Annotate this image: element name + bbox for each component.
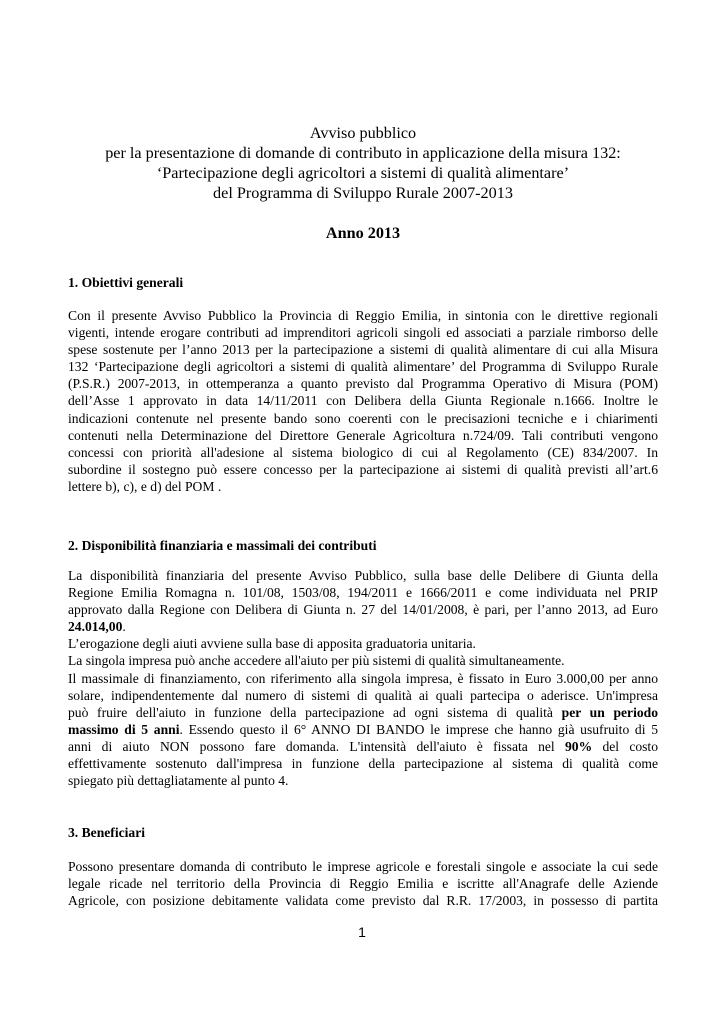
section-2-line — [68, 721, 658, 738]
intensity-bold: 90% — [564, 738, 593, 754]
section-1-line: 132 ‘Partecipazione degli agricoltori a sistemi di qualità alimentare’ del Programma di Sviluppo Rurale — [68, 359, 658, 375]
section-3-body — [68, 858, 658, 909]
section-2-line — [68, 704, 658, 721]
section-2-line — [68, 738, 658, 755]
section-3-line: legale ricade nel territorio della Provincia di Reggio Emilia e iscritte all'Anagrafe delle Aziende — [68, 876, 658, 892]
section-3-line: Possono presentare domanda di contributo le imprese agricole e forestali singole e associate la cui sede — [68, 859, 658, 874]
section-1-line: dell’Asse 1 approvato in data 14/11/2011 con Delibera della Giunta Regionale n.1666. Inoltre le — [68, 393, 658, 409]
section-1-line: contenuti nella Determinazione del Direttore Generale Agricoltura n.724/09. Tali contributi vengono — [68, 427, 658, 443]
line-text: può fruire dell'aiuto in funzione della partecipazione ad ogni sistema di qualità — [68, 704, 553, 720]
section-1-line: vigenti, intende erogare contributi ad imprenditori agricoli singoli ed associati a parziale rimborso delle — [68, 325, 658, 341]
section-2-line: L’erogazione degli aiuti avviene sulla base di apposita graduatoria unitaria. — [68, 636, 476, 652]
section-1-line: indicazioni contenute nel presente bando sono coerenti con le precisazioni tecniche e i chiarimenti — [68, 410, 658, 426]
period-bold: per un periodo — [561, 704, 659, 720]
document-title — [68, 123, 658, 203]
section-3-heading: 3. Beneficiari — [68, 825, 146, 840]
year-heading: Anno 2013 — [325, 224, 401, 242]
section-1-line: spese sostenute per l’anno 2013 per la partecipazione a sistemi di qualità alimentare di cui alla Misura — [68, 342, 658, 358]
section-2-line: solare, indipendentemente dal numero di sistemi di qualità ai quali partecipa o aderisce. Un'impresa — [68, 687, 658, 703]
section-2-line: spiegato più dettagliatamente al punto 4. — [68, 773, 289, 789]
section-1-line: concessi con priorità all'adesione al sistema biologico di cui al Regolamento (CE) 834/2007. In — [68, 444, 658, 460]
section-1-heading: 1. Obiettivi generali — [68, 275, 184, 290]
section-2-body — [68, 567, 658, 789]
amount-suffix: . — [122, 619, 126, 635]
section-2-line: Il massimale di finanziamento, con riferimento alla singola impresa, è fissato in Euro 3.000,00 per anno — [68, 670, 658, 686]
section-2-line — [68, 618, 658, 635]
section-2-line: Regione Emilia Romagna n. 101/08, 1503/08, 194/2011 e 1666/2011 e come individuata nel PRIP — [68, 585, 658, 601]
section-2-line: La disponibilità finanziaria del presente Avviso Pubblico, sulla base delle Delibere di Giunta della — [68, 568, 658, 583]
max-years-bold: massimo di 5 anni — [68, 721, 180, 737]
section-2-line: La singola impresa può anche accedere all'aiuto per più sistemi di qualità simultaneamente. — [68, 653, 565, 669]
page-number: 1 — [358, 924, 366, 940]
section-1-line: (P.S.R.) 2007-2013, in ottemperanza a quanto previsto dal Programma Operativo di Misura (POM) — [68, 376, 658, 392]
amount-bold: 24.014,00 — [68, 619, 123, 635]
section-3-line: Agricole, con posizione debitamente validata come previsto dal R.R. 17/2003, in possesso di partita — [68, 893, 658, 909]
line-text: . Essendo questo il 6° ANNO DI BANDO le imprese che hanno già usufruito di 5 — [179, 721, 658, 737]
section-2-line: effettivamente sostenuto dall'impresa in funzione della partecipazione al sistema di qualità come — [68, 756, 658, 772]
section-1-line: subordine il sostegno può essere concesso per la partecipazione ai sistemi di qualità previsti all’art.6 — [68, 461, 658, 477]
title-line-2: per la presentazione di domande di contributo in applicazione della misura 132: — [105, 144, 621, 162]
title-line-3: ‘Partecipazione degli agricoltori a sistemi di qualità alimentare’ — [156, 164, 570, 182]
section-2-line: approvato dalla Regione con Delibera di Giunta n. 27 del 14/01/2008, è pari, per l’anno 2013, ad Euro — [68, 602, 658, 618]
title-line-4: del Programma di Sviluppo Rurale 2007-2013 — [213, 184, 513, 202]
section-1-line: Con il presente Avviso Pubblico la Provincia di Reggio Emilia, in sintonia con le direttive regionali — [68, 308, 658, 323]
section-2-heading: 2. Disponibilità finanziaria e massimali dei contributi — [68, 538, 377, 553]
line-text: anni di aiuto NON possono fare domanda. L'intensità dell'aiuto è fissata nel — [68, 738, 555, 754]
section-1-body — [68, 307, 658, 495]
title-line-1: Avviso pubblico — [309, 124, 417, 142]
line-text: del costo — [602, 738, 659, 754]
section-1-line: lettere b), c), e d) del POM . — [68, 478, 222, 494]
